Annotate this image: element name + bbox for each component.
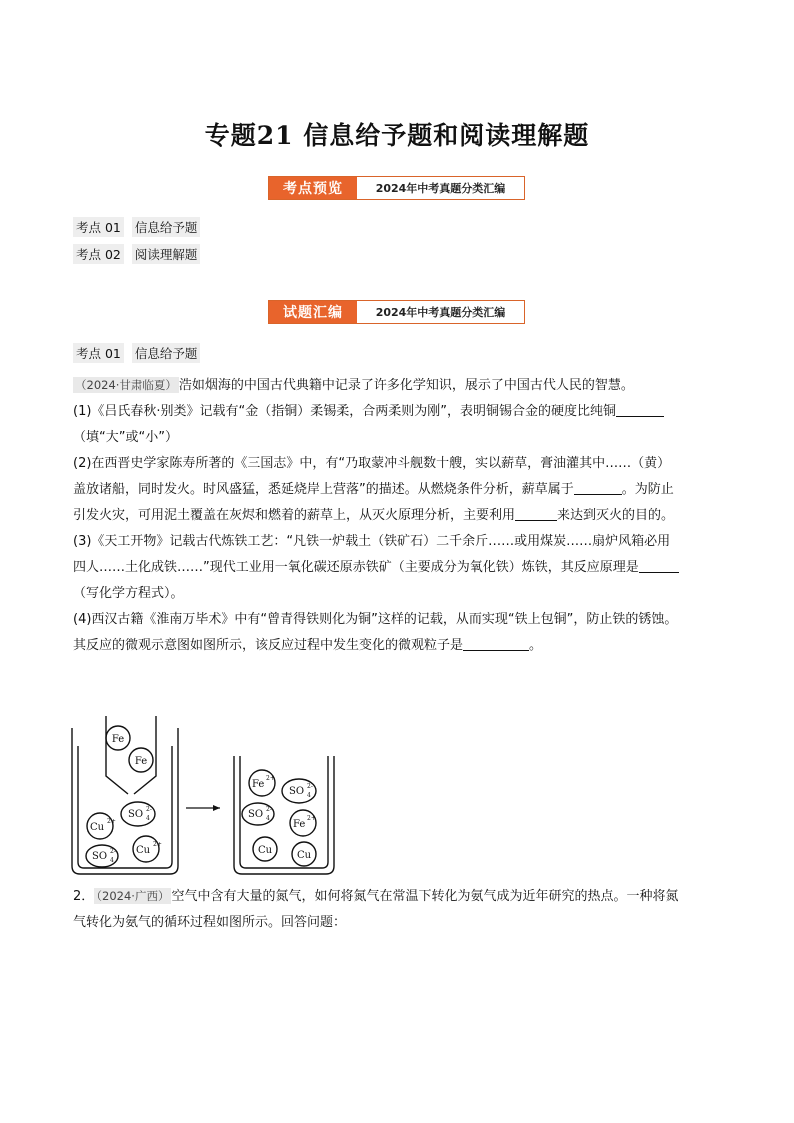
q1-part1-line2: （填“大”或“小”） [73,430,178,445]
so4-charge: 2- [307,783,313,790]
so4-subscript: 4 [110,857,114,864]
q1-part4-line1: (4)西汉古籍《淮南万毕术》中有“曾青得铁则化为铜”这样的记载，从而实现“铁上包铜”，防止铁的锈蚀。 [73,612,678,627]
toc-item-1[interactable] [73,217,200,237]
reaction-micro-diagram [70,716,342,878]
banner-tag: 考点预览 [269,177,357,199]
so4-subscript: 4 [307,792,311,799]
so4-charge: 2- [110,848,116,855]
answer-blank[interactable] [616,402,664,417]
answer-blank[interactable] [463,636,529,651]
cu-charge: 2+ [107,818,116,825]
q1-part2-line1: (2)在西晋史学家陈寿所著的《三国志》中，有“乃取蒙冲斗舰数十艘，实以薪草，膏油灌其中……（黄） [73,456,671,471]
toc-name: 阅读理解题 [132,244,201,264]
so4-label: SO [128,809,144,820]
q1-part3-line1: (3)《天工开物》记载古代炼铁工艺：“凡铁一炉载土（铁矿石）二千余斤……或用煤炭……扇炉风箱必用 [73,534,671,549]
q1-part3-line2: 四人……土化成铁……”现代工业用一氧化碳还原赤铁矿（主要成分为氧化铁）炼铁，其反应原理是 [73,555,733,581]
cu-label: Cu [90,822,105,833]
q1-stem-line [73,372,733,399]
q1-stem: 浩如烟海的中国古代典籍中记录了许多化学知识，展示了中国古代人民的智慧。 [178,378,634,393]
fe2-charge: 2+ [307,815,316,822]
so4-charge: 2- [266,806,272,813]
cu-charge: 2+ [153,841,162,848]
toc-item-2[interactable] [73,244,200,264]
so4-charge: 2- [146,806,152,813]
fe2-label: Fe [252,779,265,790]
answer-blank[interactable] [574,480,622,495]
q2-number: 2． [73,889,95,904]
q1-part4-line2: 其反应的微观示意图如图所示，该反应过程中发生变化的微观粒子是 。 [73,638,543,653]
toc-name: 信息给予题 [132,217,201,237]
q1-part1-line1: (1)《吕氏春秋·别类》记载有“金（指铜）柔锡柔，合两柔则为刚”，表明铜锡合金的硬度比纯铜 [73,399,733,425]
q2-line2: 气转化为氨气的循环过程如图所示。回答问题： [73,915,347,930]
fe2-label: Fe [293,819,306,830]
q2-line1: 2． （2024·广西） 空气中含有大量的氮气，如何将氮气在常温下转化为氨气成为近年研究的热点。一种将氮 [73,889,679,904]
arrow-head-icon [213,805,220,811]
q1-part2-line2: 盖放诸船，同时发火。时风盛猛，悉延烧岸上营落”的描述。从燃烧条件分析，薪草属于 。为防止 [73,482,674,497]
so4-label: SO [289,786,305,797]
cu-atom-label: Cu [296,850,312,861]
section-heading [73,343,200,363]
iron-tube-right [134,716,156,794]
q1-source: （2024·甘肃临夏） [75,378,177,392]
question-1 [73,372,733,659]
banner-tag: 试题汇编 [269,301,357,323]
section-name: 信息给予题 [132,343,201,363]
fe-label: Fe [134,756,148,767]
fe2-charge: 2+ [266,775,275,782]
q2-source: （2024·广西） [96,889,170,903]
banner-subtitle: 2024年中考真题分类汇编 [375,306,506,319]
page-title: 专题21 信息给予题和阅读理解题 [204,121,590,150]
section-num: 考点 01 [73,343,124,363]
fe-label: Fe [111,734,125,745]
section-banner-preview [268,176,525,200]
so4-label: SO [248,809,264,820]
answer-blank[interactable] [639,558,679,573]
section-banner-exercises [268,300,525,324]
cu-atom-label: Cu [257,845,273,856]
banner-subtitle: 2024年中考真题分类汇编 [375,182,506,195]
so4-label: SO [92,851,108,862]
toc-num: 考点 01 [73,217,124,237]
answer-blank[interactable] [515,506,557,521]
beaker-outer-left [72,728,178,874]
q1-part2-line3: 引发火灾，可用泥土覆盖在灰烬和燃着的薪草上，从灭火原理分析，主要利用 来达到灭火的目的。 [73,508,675,523]
cu-label: Cu [136,845,151,856]
q1-part3-line3: （写化学方程式）。 [73,586,184,601]
toc-num: 考点 02 [73,244,124,264]
so4-subscript: 4 [266,815,270,822]
question-2 [73,883,733,936]
so4-subscript: 4 [146,815,150,822]
